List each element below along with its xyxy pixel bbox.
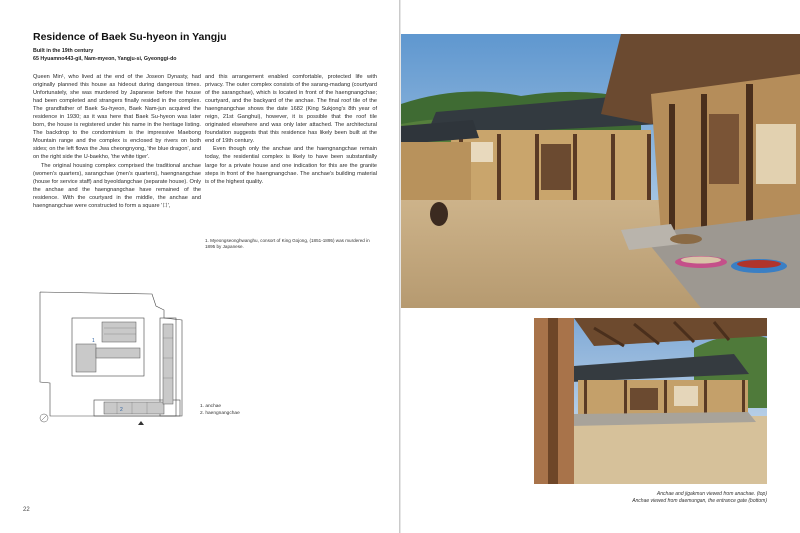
- paragraph: Even though only the anchae and the haengnangchae remain today, the residential complex is likely to have been substantially large for a private house and one indication for this are the granite steps in front of the haengnangchae. The anchae's building material is of the highest quality.: [205, 146, 377, 185]
- text-column-2: [205, 73, 377, 186]
- caption-top: Anchae and jigakmun viewed from anachae. (top): [656, 491, 767, 497]
- anchae-rooms: [102, 322, 136, 342]
- floor-plan: [32, 288, 192, 428]
- anchae-block: [96, 348, 140, 358]
- legend-item: 1. anchae: [200, 404, 222, 409]
- photo-anchae-from-gate: [534, 318, 767, 484]
- text-column-1: [33, 73, 201, 210]
- north-arrow-icon: [40, 414, 48, 422]
- page-title: Residence of Baek Su-hyeon in Yangju: [33, 31, 227, 43]
- entrance-marker-icon: [138, 421, 144, 425]
- caption-bottom: Anchae viewed from daemungan, the entrance gate (bottom): [632, 498, 767, 505]
- plan-label-1: 1: [92, 338, 95, 344]
- built-date: Built in the 19th century: [33, 48, 94, 54]
- legend-item: 2. haengnangchae: [200, 411, 240, 416]
- paragraph: and this arrangement enabled comfortable, protected life with privacy. The outer complex consists of the sarang-madang (courtyard of the sarangchae), which is located in front of the haengnangchae; courtyard, and the backyard of the anchae. The final roof tile of the haengnangchae shows the date 1682 (King Sukjong's 8th year of reign, 21st Ganghui), however, it is possible that the roof tile originated elsewhere and was only later attached. The architectural foundation suggests that this residence has likely been built at the end of 19th century.: [205, 74, 377, 145]
- paragraph: The original housing complex comprised the traditional anchae (women's quarters), sarangchae (men's quarters), haengnangchae (house for service staff) and byeoldangchae (separate house). Only the anchae and the haengnangchae have remained of the residence. With the courtyard in the middle, the anchae and haengnangchae were constructed to form a square '口',: [33, 162, 201, 209]
- right-page: [401, 0, 800, 533]
- page-number: 22: [23, 507, 30, 513]
- haengnangchae-rooms: [104, 402, 164, 414]
- plan-label-2: 2: [120, 407, 123, 413]
- paragraph: Queen Min¹, who lived at the end of the Joseon Dynasty, had originally planned this house as hideout during dangerous times. Unfortunately, she was murdered by Japanese before the house had been completed and strangers finally resided in the complex. The grandfather of Baek Su-hyeon, Baek Nam-jun acquired the residence in 1930; as it was here that Baek Su-hyeon was later born, the house is registered under his name in the heritage listing. The backdrop to the condominium is the impressive Maebong Mountain range and the complex is enclosed by rivers on both sides; on the left flows the Jwa cheongnyong, 'the blue dragon', and on the right side the U-baekho, 'the white tiger'.: [33, 74, 201, 161]
- east-wing-rooms: [163, 324, 173, 404]
- photo-caption: [632, 491, 767, 506]
- plan-legend: [200, 403, 240, 417]
- photo-anchae-courtyard: [401, 34, 800, 308]
- building-meta: [33, 47, 177, 63]
- left-page: [0, 0, 399, 533]
- footnote: 1. Myeongseonghwanghu, consort of King Gojong, (1851-1895) was murdered in 1895 by Japanese.: [205, 238, 370, 250]
- anchae-wing: [76, 344, 96, 372]
- address: 65 Hyuamno443-gil, Nam-myeon, Yangju-si, Gyeonggi-do: [33, 56, 177, 62]
